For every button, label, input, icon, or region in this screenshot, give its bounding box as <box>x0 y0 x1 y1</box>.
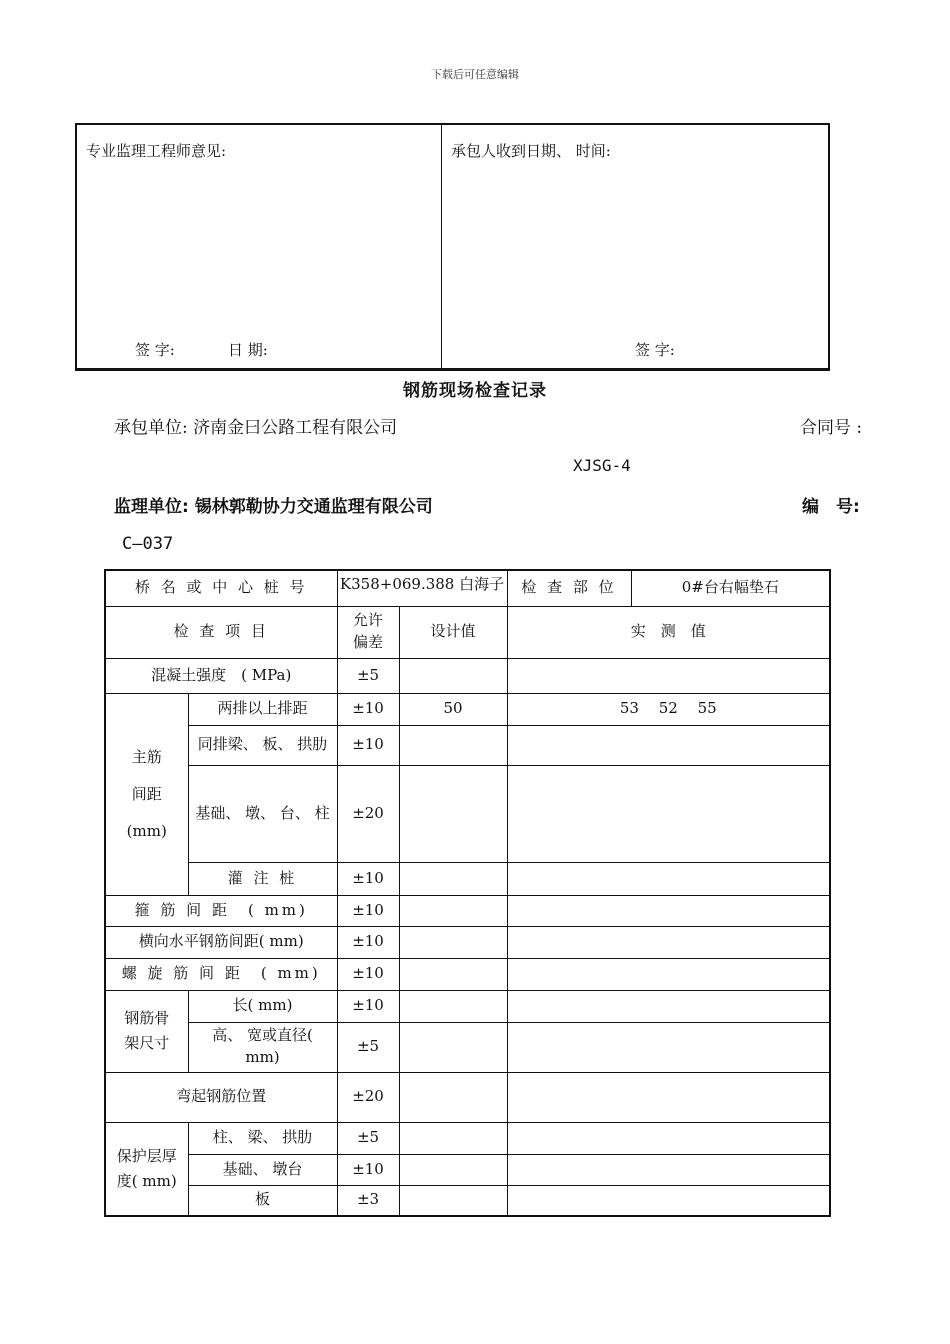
cage-row-design <box>399 1022 507 1072</box>
serial-no: C—037 <box>122 534 174 554</box>
cover-group <box>105 1122 188 1216</box>
cage-row-design <box>399 990 507 1022</box>
col-measured-header: 实 测 值 <box>507 606 830 658</box>
col-design-header: 设计值 <box>399 606 507 658</box>
simple-row-measured <box>507 958 830 990</box>
simple-row-tolerance: ±10 <box>337 958 399 990</box>
simple-row-design <box>399 926 507 958</box>
col-tolerance-text: 允许偏差 <box>353 611 384 651</box>
bent-bar-measured <box>507 1072 830 1122</box>
cage-row-tolerance: ±5 <box>337 1022 399 1072</box>
location-label: 检 查 部 位 <box>507 570 631 606</box>
serial-label: 编 号: <box>802 497 860 517</box>
main-bar-group-line1: 主筋 <box>131 747 162 766</box>
bent-bar-tolerance: ±20 <box>337 1072 399 1122</box>
sign-right-label: 签 字: <box>635 341 675 359</box>
main-row-label: 同排梁、 板、 拱肋 <box>188 725 337 765</box>
cage-row-label: 长( mm) <box>188 990 337 1022</box>
engineer-opinion-label: 专业监理工程师意见: <box>86 142 227 160</box>
cover-row-tolerance: ±10 <box>337 1154 399 1185</box>
main-row-design <box>399 725 507 765</box>
cover-row-design <box>399 1122 507 1154</box>
main-bar-group-line3: (mm) <box>126 821 167 840</box>
bridge-value <box>337 570 507 606</box>
concrete-label: 混凝土强度 ( MPa) <box>105 658 337 693</box>
main-row-label: 灌 注 桩 <box>188 862 337 895</box>
inspection-table <box>104 569 831 1217</box>
main-row-measured <box>507 765 830 862</box>
cover-row-measured <box>507 1122 830 1154</box>
contractor-received-label: 承包人收到日期、 时间: <box>451 142 611 160</box>
simple-row-label: 箍 筋 间 距 ( mm) <box>105 895 337 926</box>
bridge-value-text: K358+069.388 白海子 <box>339 575 505 593</box>
main-bar-group-line2: 间距 <box>131 784 162 803</box>
record-title: 钢筋现场检查记录 <box>403 381 547 401</box>
cover-row-measured <box>507 1185 830 1216</box>
cover-group-line2: 度( mm) <box>116 1171 177 1190</box>
col-tolerance-header <box>337 606 399 658</box>
cage-group <box>105 990 188 1072</box>
contract-no: XJSG-4 <box>573 456 631 475</box>
main-row-measured <box>507 862 830 895</box>
simple-row-measured <box>507 926 830 958</box>
cage-row-measured <box>507 990 830 1022</box>
simple-row-tolerance: ±10 <box>337 895 399 926</box>
cover-row-label: 基础、 墩台 <box>188 1154 337 1185</box>
main-row-tolerance: ±20 <box>337 765 399 862</box>
cover-row-design <box>399 1185 507 1216</box>
main-row-tolerance: ±10 <box>337 862 399 895</box>
main-row-measured: 53 52 55 <box>507 693 830 725</box>
simple-row-tolerance: ±10 <box>337 926 399 958</box>
contractor-unit: 承包单位: 济南金曰公路工程有限公司 <box>114 418 398 438</box>
main-row-design <box>399 862 507 895</box>
cover-row-label: 板 <box>188 1185 337 1216</box>
cover-row-tolerance: ±5 <box>337 1122 399 1154</box>
cover-group-line1: 保护层厚 <box>116 1146 177 1165</box>
simple-row-label: 螺 旋 筋 间 距 ( mm) <box>105 958 337 990</box>
simple-row-design <box>399 958 507 990</box>
bent-bar-label: 弯起钢筋位置 <box>105 1072 337 1122</box>
cage-group-line1: 钢筋骨 <box>124 1009 170 1027</box>
contract-no-label: 合同号 : <box>800 418 863 438</box>
cover-row-label: 柱、 梁、 拱肋 <box>188 1122 337 1154</box>
main-row-tolerance: ±10 <box>337 693 399 725</box>
supervisor-unit: 监理单位: 锡林郭勒协力交通监理有限公司 <box>114 497 433 517</box>
col-item-header: 检 查 项 目 <box>105 606 337 658</box>
cover-row-measured <box>507 1154 830 1185</box>
main-bar-group <box>105 693 188 895</box>
cage-row-measured <box>507 1022 830 1072</box>
location-value: 0#台右幅垫石 <box>631 570 830 606</box>
cage-row-label: 高、 宽或直径( mm) <box>188 1022 337 1072</box>
sign-left-label: 签 字: <box>135 341 175 359</box>
bridge-label: 桥 名 或 中 心 桩 号 <box>105 570 337 606</box>
simple-row-measured <box>507 895 830 926</box>
concrete-design <box>399 658 507 693</box>
main-row-tolerance: ±10 <box>337 725 399 765</box>
cover-row-design <box>399 1154 507 1185</box>
simple-row-design <box>399 895 507 926</box>
concrete-measured <box>507 658 830 693</box>
concrete-tolerance: ±5 <box>337 658 399 693</box>
main-row-design <box>399 765 507 862</box>
simple-row-label: 横向水平钢筋间距( mm) <box>105 926 337 958</box>
main-row-label: 两排以上排距 <box>188 693 337 725</box>
approval-divider <box>441 123 442 371</box>
main-row-measured <box>507 725 830 765</box>
date-left-label: 日 期: <box>228 341 268 359</box>
cage-group-line2: 架尺寸 <box>124 1034 170 1052</box>
cage-row-tolerance: ±10 <box>337 990 399 1022</box>
bent-bar-design <box>399 1072 507 1122</box>
header-note: 下载后可任意编辑 <box>431 68 519 81</box>
cover-row-tolerance: ±3 <box>337 1185 399 1216</box>
main-row-label: 基础、 墩、 台、 柱 <box>188 765 337 862</box>
main-row-design: 50 <box>399 693 507 725</box>
